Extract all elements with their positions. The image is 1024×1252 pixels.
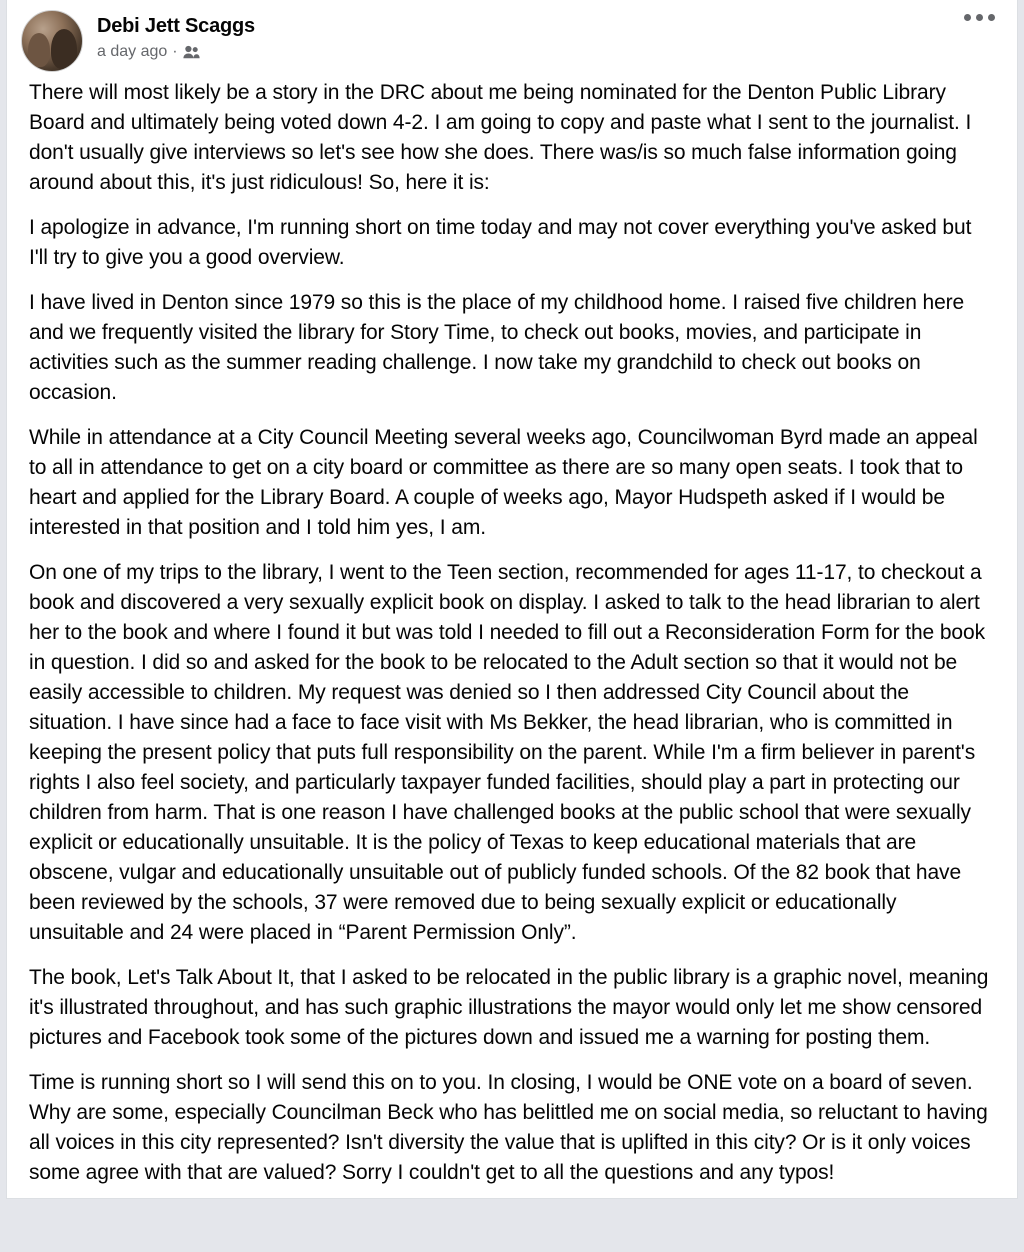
post-header <box>7 0 1017 76</box>
post-timestamp[interactable]: a day ago <box>97 43 168 60</box>
dot <box>976 14 983 21</box>
more-options-icon[interactable] <box>964 14 995 21</box>
page-background-strip <box>0 1242 1024 1252</box>
post-meta <box>97 43 255 61</box>
post-body <box>7 76 1017 1198</box>
post-author-name[interactable]: Debi Jett Scaggs <box>97 15 255 37</box>
avatar[interactable] <box>21 10 83 72</box>
post-paragraph: While in attendance at a City Council Meeting several weeks ago, Councilwoman Byrd made an appeal to all in attendance to get on a city board or committee as there are so many open seats. I took that to heart and applied for the Library Board. A couple of weeks ago, Mayor Hudspeth asked if I would be interested in that position and I told him yes, I am. <box>29 426 978 539</box>
post-paragraph: I apologize in advance, I'm running short on time today and may not cover everything you've asked but I'll try to give you a good overview. <box>29 216 972 269</box>
post-author-block <box>97 10 255 61</box>
dot <box>964 14 971 21</box>
post-paragraph: I have lived in Denton since 1979 so this is the place of my childhood home. I raised five children here and we frequently visited the library for Story Time, to check out books, movies, and participate in activities such as the summer reading challenge. I now take my grandchild to check out books on occasion. <box>29 291 965 404</box>
post-card <box>6 0 1018 1199</box>
post-paragraph: On one of my trips to the library, I went to the Teen section, recommended for ages 11-17, to checkout a book and discovered a very sexually explicit book on display. I asked to talk to the head librarian to alert her to the book and where I found it but was told I needed to fill out a Reconsideration Form for the book in question. I did so and asked for the book to be relocated to the Adult section so that it would not be easily accessible to children. My request was denied so I then addressed City Council about the situation. I have since had a face to face visit with Ms Bekker, the head librarian, who is committed in keeping the present policy that puts full responsibility on the parent. While I'm a firm believer in parent's rights I also feel society, and particularly taxpayer funded facilities, should play a part in protecting our children from harm. That is one reason I have challenged books at the public school that were sexually explicit or educationally unsuitable. It is the policy of Texas to keep educational materials that are obscene, vulgar and educationally unsuitable out of publicly funded schools. Of the 82 book that have been reviewed by the schools, 37 were removed due to being sexually explicit or educationally unsuitable and 24 were placed in “Parent Permission Only”. <box>29 561 985 944</box>
meta-separator: · <box>172 43 178 60</box>
post-paragraph: Time is running short so I will send this on to you. In closing, I would be ONE vote on a board of seven. Why are some, especially Councilman Beck who has belittled me on social media, so reluctant to having all voices in this city represented? Isn't diversity the value that is uplifted in this city? Or is it only voices some agree with that are valued? Sorry I couldn't get to all the questions and any typos! <box>29 1071 988 1184</box>
friends-icon[interactable] <box>183 45 199 59</box>
dot <box>988 14 995 21</box>
post-paragraph: The book, Let's Talk About It, that I asked to be relocated in the public library is a graphic novel, meaning it's illustrated throughout, and has such graphic illustrations the mayor would only let me show censored pictures and Facebook took some of the pictures down and issued me a warning for posting them. <box>29 966 989 1049</box>
post-paragraph: There will most likely be a story in the DRC about me being nominated for the Denton Public Library Board and ultimately being voted down 4-2. I am going to copy and paste what I sent to the journalist. I don't usually give interviews so let's see how she does. There was/is so much false information going around about this, it's just ridiculous! So, here it is: <box>29 81 972 194</box>
